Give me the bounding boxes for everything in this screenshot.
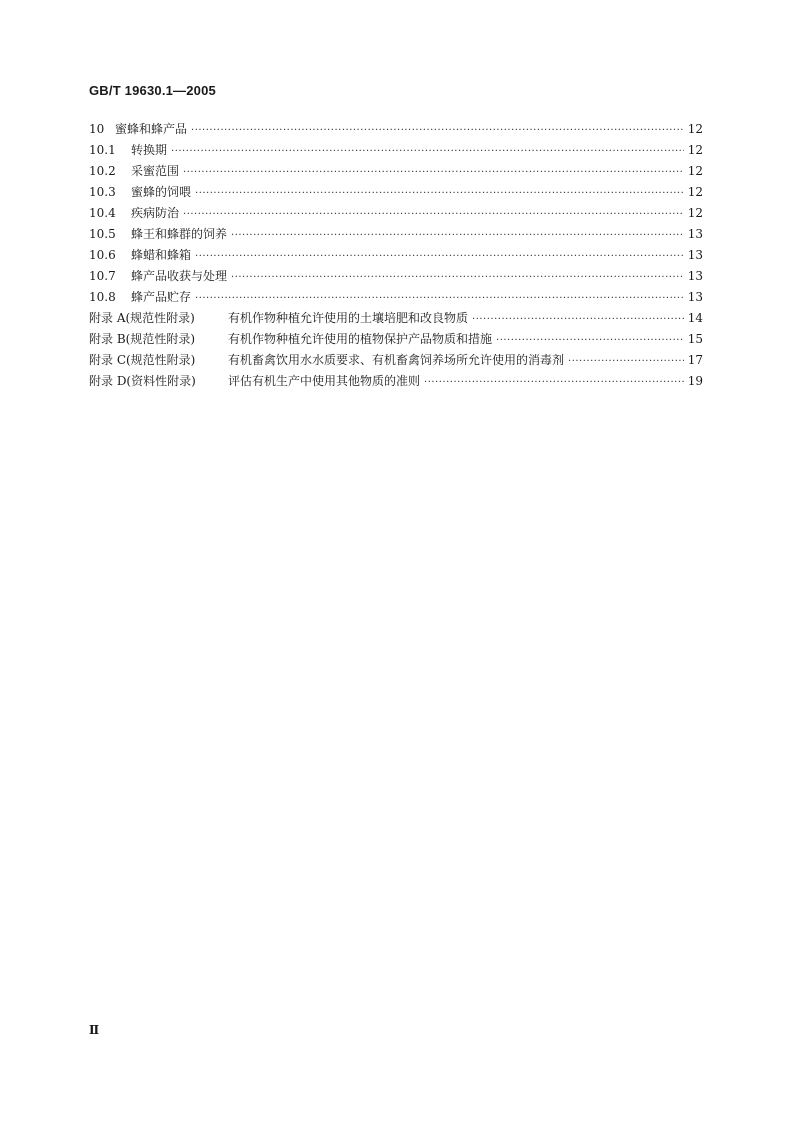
toc-entry-number: 10.2 bbox=[89, 164, 116, 178]
toc-entry-title: 蜂王和蜂群的饲养 bbox=[131, 227, 228, 241]
toc-dot-leader bbox=[231, 225, 684, 246]
toc-entry[interactable] bbox=[89, 119, 703, 140]
toc-entry-title: 采蜜范围 bbox=[131, 164, 180, 178]
toc-entry-number: 10.7 bbox=[89, 269, 116, 283]
toc-entry-number: 10.6 bbox=[89, 248, 116, 262]
toc-annex-label: 附录 D(资料性附录) bbox=[89, 374, 196, 388]
toc-dot-leader bbox=[231, 267, 684, 288]
toc-entry-title: 蜂产品收获与处理 bbox=[131, 269, 228, 283]
toc-entry-title: 蜜蜂的饲喂 bbox=[131, 185, 192, 199]
toc-dot-leader bbox=[496, 330, 684, 351]
toc-annex-label: 附录 B(规范性附录) bbox=[89, 332, 195, 346]
toc-dot-leader bbox=[568, 351, 684, 372]
toc-entry-title: 转换期 bbox=[131, 143, 168, 157]
toc-entry[interactable] bbox=[89, 203, 703, 224]
toc-entry-page: 12 bbox=[687, 164, 703, 178]
toc-dot-leader bbox=[183, 204, 684, 225]
toc-entry-number: 10.1 bbox=[89, 143, 116, 157]
toc-entry-number: 10.4 bbox=[89, 206, 116, 220]
toc-entry-page: 12 bbox=[687, 122, 703, 136]
toc-dot-leader bbox=[195, 288, 684, 309]
toc-entry-number: 10 bbox=[89, 122, 105, 136]
toc-entry-number: 10.8 bbox=[89, 290, 116, 304]
toc-entry[interactable] bbox=[89, 182, 703, 203]
toc-entry-page: 13 bbox=[687, 269, 703, 283]
toc-annex-label: 附录 A(规范性附录) bbox=[89, 311, 195, 325]
toc-dot-leader bbox=[195, 246, 684, 267]
toc-entry-page: 17 bbox=[687, 353, 703, 367]
page-number: Ⅱ bbox=[89, 1023, 100, 1037]
toc-dot-leader bbox=[195, 183, 684, 204]
toc-dot-leader bbox=[183, 162, 684, 183]
toc-entry-page: 13 bbox=[687, 227, 703, 241]
toc-annex-label: 附录 C(规范性附录) bbox=[89, 353, 196, 367]
toc-entry-title: 评估有机生产中使用其他物质的准则 bbox=[228, 374, 421, 388]
toc-dot-leader bbox=[472, 309, 684, 330]
toc-entry-page: 13 bbox=[687, 290, 703, 304]
toc-entry-page: 19 bbox=[687, 374, 703, 388]
toc-entry[interactable] bbox=[89, 140, 703, 161]
toc-dot-leader bbox=[171, 141, 684, 162]
toc-dot-leader bbox=[191, 120, 684, 141]
toc-entry[interactable] bbox=[89, 245, 703, 266]
toc-entry[interactable] bbox=[89, 287, 703, 308]
toc-entry-page: 13 bbox=[687, 248, 703, 262]
toc-dot-leader bbox=[424, 372, 684, 393]
toc-entry-title: 有机作物种植允许使用的土壤培肥和改良物质 bbox=[228, 311, 469, 325]
toc-entry[interactable] bbox=[89, 161, 703, 182]
toc-entry-annex[interactable] bbox=[89, 371, 703, 392]
toc-entry-page: 12 bbox=[687, 206, 703, 220]
toc-entry-title: 蜂蜡和蜂箱 bbox=[131, 248, 192, 262]
toc-entry-title: 疾病防治 bbox=[131, 206, 180, 220]
toc-entry-number: 10.3 bbox=[89, 185, 116, 199]
toc-entry-title: 蜂产品贮存 bbox=[131, 290, 192, 304]
toc-entry-page: 14 bbox=[687, 311, 703, 325]
toc-entry-number: 10.5 bbox=[89, 227, 116, 241]
toc-entry-page: 12 bbox=[687, 143, 703, 157]
toc-entry-page: 15 bbox=[687, 332, 703, 346]
toc-entry-title: 有机作物种植允许使用的植物保护产品物质和措施 bbox=[228, 332, 493, 346]
toc-entry-annex[interactable] bbox=[89, 329, 703, 350]
toc-entry-title: 有机畜禽饮用水水质要求、有机畜禽饲养场所允许使用的消毒剂 bbox=[228, 353, 565, 367]
toc-entry-page: 12 bbox=[687, 185, 703, 199]
standard-code-header: GB/T 19630.1—2005 bbox=[89, 83, 216, 98]
toc-entry-annex[interactable] bbox=[89, 350, 703, 371]
toc-entry[interactable] bbox=[89, 224, 703, 245]
toc-entry-annex[interactable] bbox=[89, 308, 703, 329]
toc-entry-title: 蜜蜂和蜂产品 bbox=[115, 122, 188, 136]
table-of-contents bbox=[89, 119, 703, 392]
toc-entry[interactable] bbox=[89, 266, 703, 287]
